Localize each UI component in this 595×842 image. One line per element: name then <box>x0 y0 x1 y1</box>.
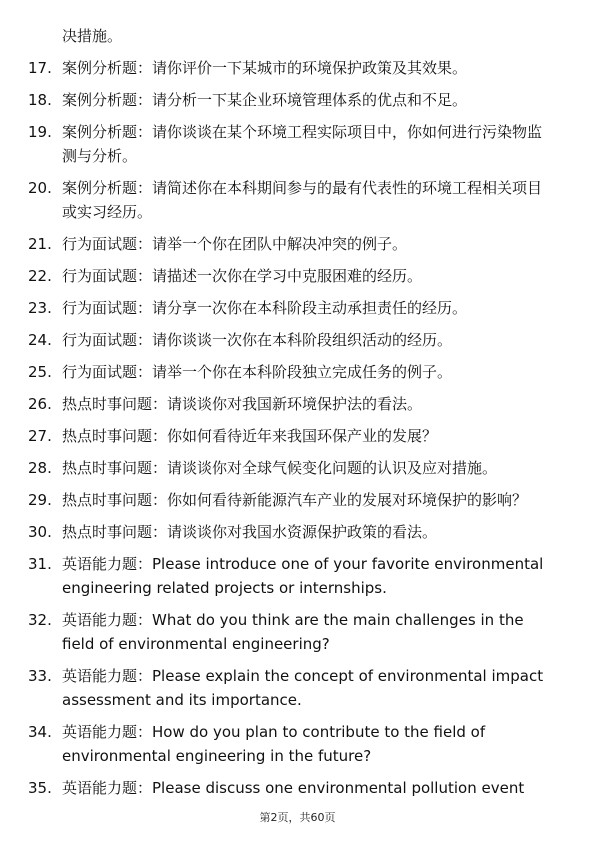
question-item <box>0 296 552 320</box>
question-item <box>0 328 552 352</box>
question-text: 热点时事问题：请谈谈你对我国新环境保护法的看法。 <box>62 395 423 413</box>
question-item <box>0 56 552 80</box>
question-number: 31. <box>28 555 52 573</box>
question-number: 33. <box>28 667 52 685</box>
question-item <box>0 608 552 656</box>
question-number: 34. <box>28 723 52 741</box>
page-footer: 第2页，共60页 <box>259 811 336 824</box>
continued-text: 决措施。 <box>62 27 123 45</box>
question-number: 28. <box>28 459 52 477</box>
question-text: 行为面试题：请举一个你在本科阶段独立完成任务的例子。 <box>62 363 453 381</box>
question-text: 英语能力题：Please discuss one environmental pollution event <box>62 779 525 797</box>
question-item <box>0 520 552 544</box>
question-item <box>0 88 552 112</box>
question-number: 17. <box>28 59 52 77</box>
question-text: 英语能力题：What do you think are the main challenges in the field of environmental engineering? <box>62 611 524 653</box>
question-text: 热点时事问题：请谈谈你对我国水资源保护政策的看法。 <box>62 523 438 541</box>
question-number: 30. <box>28 523 52 541</box>
question-item <box>0 552 552 600</box>
question-item <box>0 664 552 712</box>
question-text: 案例分析题：请你评价一下某城市的环境保护政策及其效果。 <box>62 59 468 77</box>
question-text: 行为面试题：请你谈谈一次你在本科阶段组织活动的经历。 <box>62 331 453 349</box>
question-number: 27. <box>28 427 52 445</box>
question-number: 20. <box>28 179 52 197</box>
question-text: 案例分析题：请你谈谈在某个环境工程实际项目中，你如何进行污染物监测与分析。 <box>62 123 543 165</box>
question-item <box>0 232 552 256</box>
question-item <box>0 424 552 448</box>
question-text: 行为面试题：请举一个你在团队中解决冲突的例子。 <box>62 235 408 253</box>
question-text: 行为面试题：请分享一次你在本科阶段主动承担责任的经历。 <box>62 299 468 317</box>
question-item <box>0 392 552 416</box>
question-text: 案例分析题：请简述你在本科期间参与的最有代表性的环境工程相关项目或实习经历。 <box>62 179 543 221</box>
question-number: 25. <box>28 363 52 381</box>
question-number: 24. <box>28 331 52 349</box>
question-text: 热点时事问题：请谈谈你对全球气候变化问题的认识及应对措施。 <box>62 459 498 477</box>
question-text: 英语能力题：Please introduce one of your favorite environmental engineering related projects or internships. <box>62 555 544 597</box>
question-text: 案例分析题：请分析一下某企业环境管理体系的优点和不足。 <box>62 91 468 109</box>
question-text: 行为面试题：请描述一次你在学习中克服困难的经历。 <box>62 267 423 285</box>
question-item <box>0 264 552 288</box>
question-item <box>0 456 552 480</box>
question-number: 22. <box>28 267 52 285</box>
question-item <box>0 488 552 512</box>
question-item <box>0 776 552 800</box>
question-number: 19. <box>28 123 52 141</box>
question-text: 热点时事问题：你如何看待近年来我国环保产业的发展？ <box>62 427 438 445</box>
question-text: 英语能力题：Please explain the concept of environmental impact assessment and its importance. <box>62 667 544 709</box>
question-item <box>0 360 552 384</box>
question-number: 26. <box>28 395 52 413</box>
question-text: 热点时事问题：你如何看待新能源汽车产业的发展对环境保护的影响？ <box>62 491 528 509</box>
question-item <box>0 120 552 168</box>
question-number: 18. <box>28 91 52 109</box>
question-item <box>0 720 552 768</box>
question-number: 32. <box>28 611 52 629</box>
question-number: 29. <box>28 491 52 509</box>
question-number: 23. <box>28 299 52 317</box>
question-number: 21. <box>28 235 52 253</box>
question-list <box>0 56 595 808</box>
question-text: 英语能力题：How do you plan to contribute to the field of environmental engineering in the future? <box>62 723 486 765</box>
question-number: 35. <box>28 779 52 797</box>
question-item <box>0 176 552 224</box>
